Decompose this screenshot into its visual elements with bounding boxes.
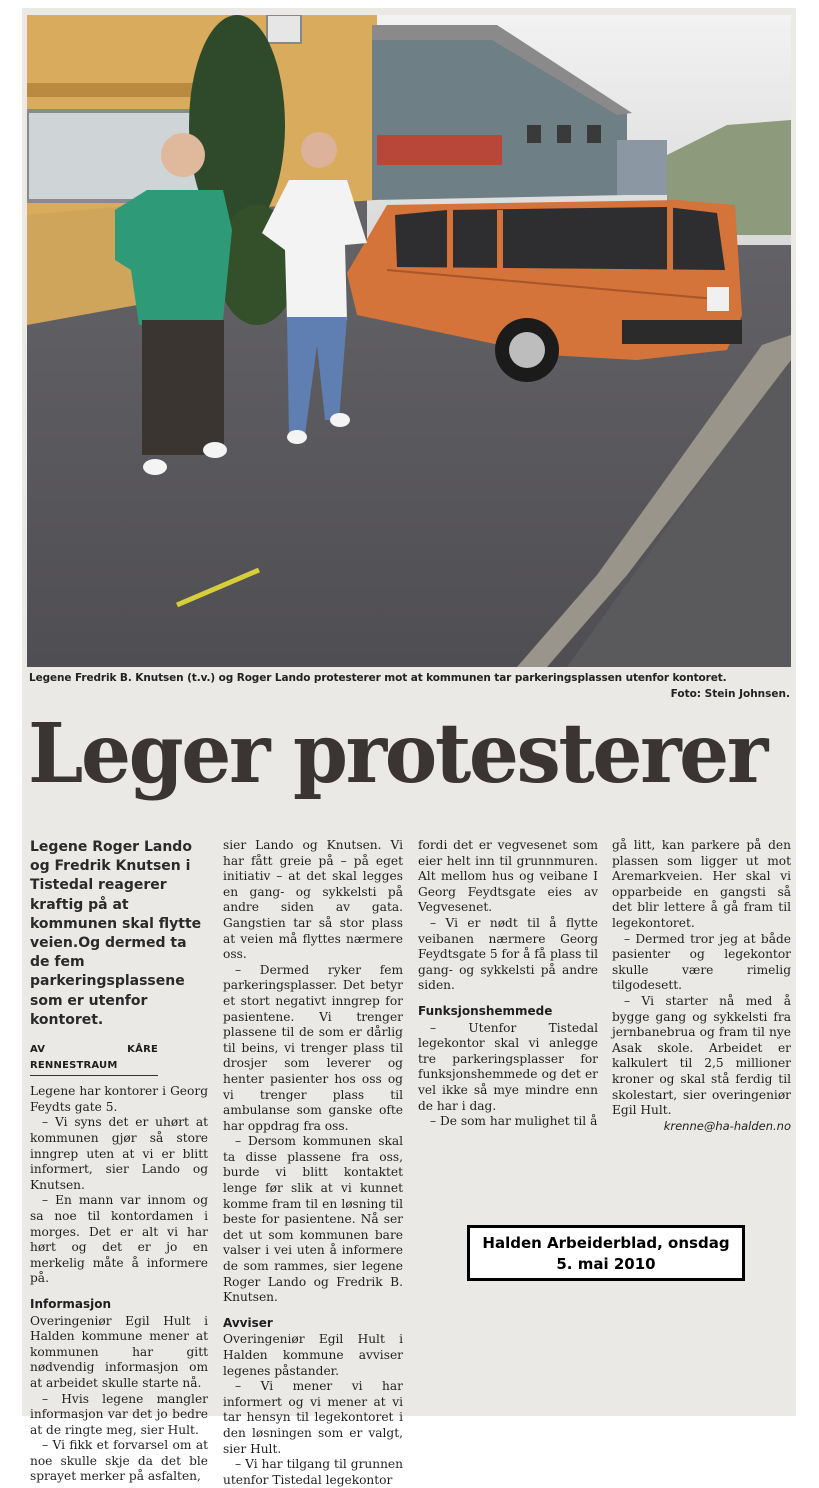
paragraph: – Hvis legene mangler informasjon var det jo bedre at de ringte meg, sier Hult. (30, 1391, 208, 1437)
paragraph: – Vi starter nå med å bygge gang og sykkelsti fra jernbanebrua og fram til nye Asak skole. Arbeidet er kalkulert til 2,5 millioner kroner og skal stå ferdig til skolestart, sier overingeniør Egil Hult. (612, 993, 791, 1118)
paragraph: – Vi er nødt til å flytte veibanen nærmere Georg Feydtsgate 5 for å få plass til gang- og sykkelsti på andre siden. (418, 915, 598, 993)
subheading-funksjonshemmede: Funksjonshemmede (418, 1003, 553, 1018)
column-2 (223, 838, 403, 1488)
paragraph: Overingeniør Egil Hult i Halden kommune mener at kommunen har gitt nødvendig informasjon om at arbeidet skulle starte nå. (30, 1313, 208, 1390)
article-headline: Leger protesterer (28, 706, 766, 802)
paragraph: – Vi mener vi har informert og vi mener at vi tar hensyn til legekontoret i den løsningen som er valgt, sier Hult. (223, 1379, 403, 1456)
paragraph: fordi det er vegvesenet som eier helt inn til grunnmuren. Alt mellom hus og veibane I Georg Feydtsgate eies av Vegvesenet. (418, 838, 598, 915)
paragraph: – Vi har tilgang til grunnen utenfor Tistedal legekontor (223, 1457, 403, 1487)
photo-credit: Foto: Stein Johnsen. (670, 688, 790, 700)
article-photo (27, 15, 791, 667)
column-3 (418, 838, 598, 1130)
paragraph: – En mann var innom og sa noe til kontordamen i morges. Det er alt vi har hørt og det er jo en merkelig måte å informere på. (30, 1193, 208, 1286)
photo-illustration (27, 15, 791, 667)
column-4 (612, 838, 791, 1134)
source-label-box (467, 1225, 745, 1281)
paragraph: – Vi syns det er uhørt at kommunen gjør så store inngrep uten at vi er blitt informert, sier Lando og Knutsen. (30, 1115, 208, 1192)
paragraph: – Utenfor Tistedal legekontor skal vi anlegge tre parkeringsplasser for funksjonshemmede og det er vel ikke så mye mindre enn de har i dag. (418, 1020, 598, 1113)
byline: AV KÅRE RENNESTRAUM (30, 1042, 158, 1076)
column-1 (30, 838, 208, 1485)
lead-paragraph: Legene Roger Lando og Fredrik Knutsen i Tistedal reagerer kraftig på at kommunen skal flytte veien.Og dermed ta de fem parkeringsplassene som er utenfor kontoret. (30, 839, 202, 1028)
paragraph: – Vi fikk et forvarsel om at noe skulle skje da det ble sprayet merker på asfalten, (30, 1438, 208, 1484)
paragraph: – De som har mulighet til å (430, 1114, 598, 1129)
paragraph: – Dersom kommunen skal ta disse plassene fra oss, burde vi blitt kontaktet lenge før slik at vi kunnet komme fram til en løsning til beste for pasientene. Nå ser det ut som kommunen bare valser i vei uten å informere de som rammes, sier legene Roger Lando og Fredrik B. Knutsen. (223, 1134, 403, 1305)
paragraph: – Dermed ryker fem parkeringsplasser. Det betyr et stort negativt inngrep for pasientene. Vi trenger plassene til de som er dårlig til beins, vi trenger plass til drosjer som leverer og henter pasienter hos oss og vi trenger plass til ambulanse som ganske ofte har oppdrag fra oss. (223, 962, 403, 1133)
paragraph: gå litt, kan parkere på den plassen som ligger ut mot Aremarkveien. Her skal vi opparbeide en gangsti så det blir lettere å gå fram til legekontoret. (612, 838, 791, 930)
paragraph: Overingeniør Egil Hult i Halden kommune avviser legenes påstander. (223, 1332, 403, 1378)
subheading-informasjon: Informasjon (30, 1296, 112, 1311)
photo-caption: Legene Fredrik B. Knutsen (t.v.) og Roger Lando protesterer mot at kommunen tar parkeringsplassen utenfor kontoret. (29, 672, 727, 684)
author-email: krenne@ha-halden.no (663, 1118, 791, 1133)
paragraph: sier Lando og Knutsen. Vi har fått greie på – på eget initiativ – at det skal legges en gang- og sykkelsti på andre siden av gata. Gangstien tar så stor plass at veien må flyttes nærmere oss. (223, 838, 403, 962)
source-publication: Halden Arbeiderblad, onsdag (482, 1234, 730, 1252)
paragraph: – Dermed tror jeg at både pasienter og legekontor skulle være rimelig tilgodesett. (612, 931, 791, 993)
paragraph: Legene har kontorer i Georg Feydts gate 5. (30, 1084, 208, 1114)
source-date: 5. mai 2010 (556, 1255, 656, 1273)
subheading-avviser: Avviser (223, 1315, 273, 1330)
